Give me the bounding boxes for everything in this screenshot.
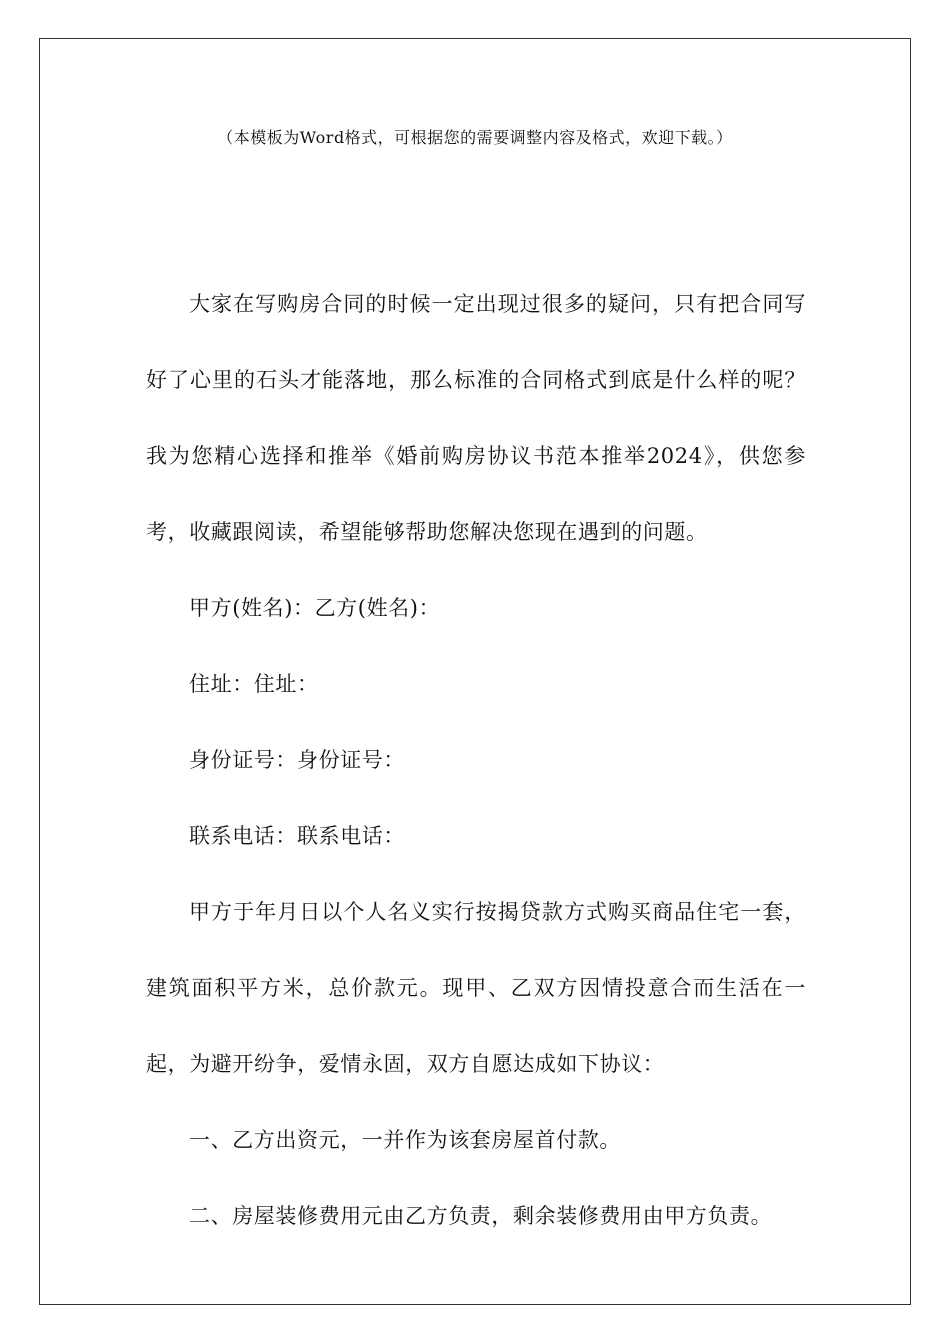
party-names-line: 甲方(姓名)：乙方(姓名)： bbox=[189, 596, 441, 620]
address-line: 住址：住址： bbox=[189, 672, 319, 696]
id-number-line: 身份证号：身份证号： bbox=[189, 748, 405, 772]
clause-two: 二、房屋装修费用元由乙方负责，剩余装修费用由甲方负责。 bbox=[189, 1204, 773, 1228]
intro-paragraph: 大家在写购房合同的时候一定出现过很多的疑问，只有把合同写好了心里的石头才能落地，那么标准的合同格式到底是什么样的呢？我为您精心选择和推举《婚前购房协议书范本推举2024》，供您参考，收藏跟阅读，希望能够帮助您解决您现在遇到的问题。 bbox=[146, 292, 806, 544]
template-note: （本模板为Word格式，可根据您的需要调整内容及格式，欢迎下载。） bbox=[217, 128, 733, 147]
phone-line: 联系电话：联系电话： bbox=[189, 824, 405, 848]
document-body bbox=[146, 266, 806, 1254]
clause-one: 一、乙方出资元，一并作为该套房屋首付款。 bbox=[189, 1128, 621, 1152]
purchase-paragraph: 甲方于年月日以个人名义实行按揭贷款方式购买商品住宅一套，建筑面积平方米，总价款元。现甲、乙双方因情投意合而生活在一起，为避开纷争，爱情永固，双方自愿达成如下协议： bbox=[146, 900, 806, 1076]
